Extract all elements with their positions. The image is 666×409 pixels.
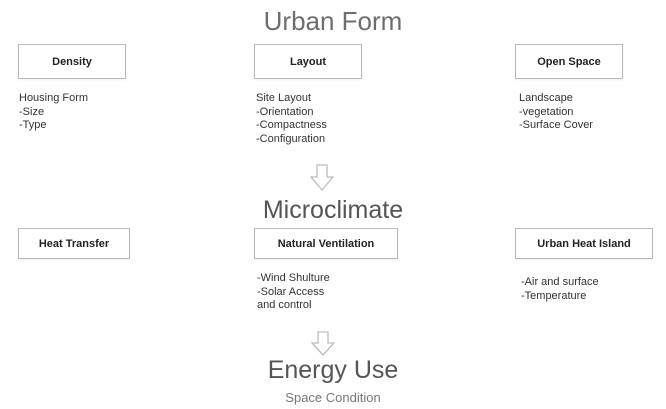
list-item: Housing Form [19,92,89,104]
layout-list [256,92,327,146]
list-item: -Surface Cover [519,119,593,131]
list-item: -vegetation [519,105,574,118]
list-item: Landscape [519,92,573,104]
natural-ventilation-list [257,272,330,313]
heat-transfer-box [18,228,130,259]
urban-heat-island-label: Urban Heat Island [537,237,631,250]
open-space-list [519,92,593,133]
list-item: -Type [19,119,47,131]
list-item: Site Layout [256,92,312,104]
list-item: and control [257,299,312,311]
list-item: -Size [19,105,45,118]
natural-ventilation-label: Natural Ventilation [277,237,375,250]
heat-transfer-label: Heat Transfer [38,237,110,250]
down-arrow-icon [310,331,336,357]
list-item: -Wind Shulture [257,272,330,284]
urban-heat-island-list [521,276,599,303]
list-item: -Configuration [256,132,326,145]
density-box [18,44,126,79]
down-arrow-icon [309,164,335,192]
list-item: -Air and surface [521,276,599,288]
urban-form-title: Urban Form [263,6,403,36]
space-condition-subtitle: Space Condition [285,390,381,405]
open-space-label: Open Space [537,55,601,68]
layout-label: Layout [289,55,327,68]
density-label: Density [52,55,92,68]
list-item: -Orientation [256,105,314,118]
density-list [19,92,88,133]
urban-heat-island-box [515,228,653,259]
natural-ventilation-box [254,228,398,259]
layout-box [254,44,362,79]
list-item: -Compactness [256,119,327,131]
energy-use-title: Energy Use [267,356,399,384]
microclimate-title: Microclimate [262,196,404,224]
open-space-box [515,44,623,79]
list-item: -Temperature [521,289,587,302]
list-item: -Solar Access [257,285,325,298]
